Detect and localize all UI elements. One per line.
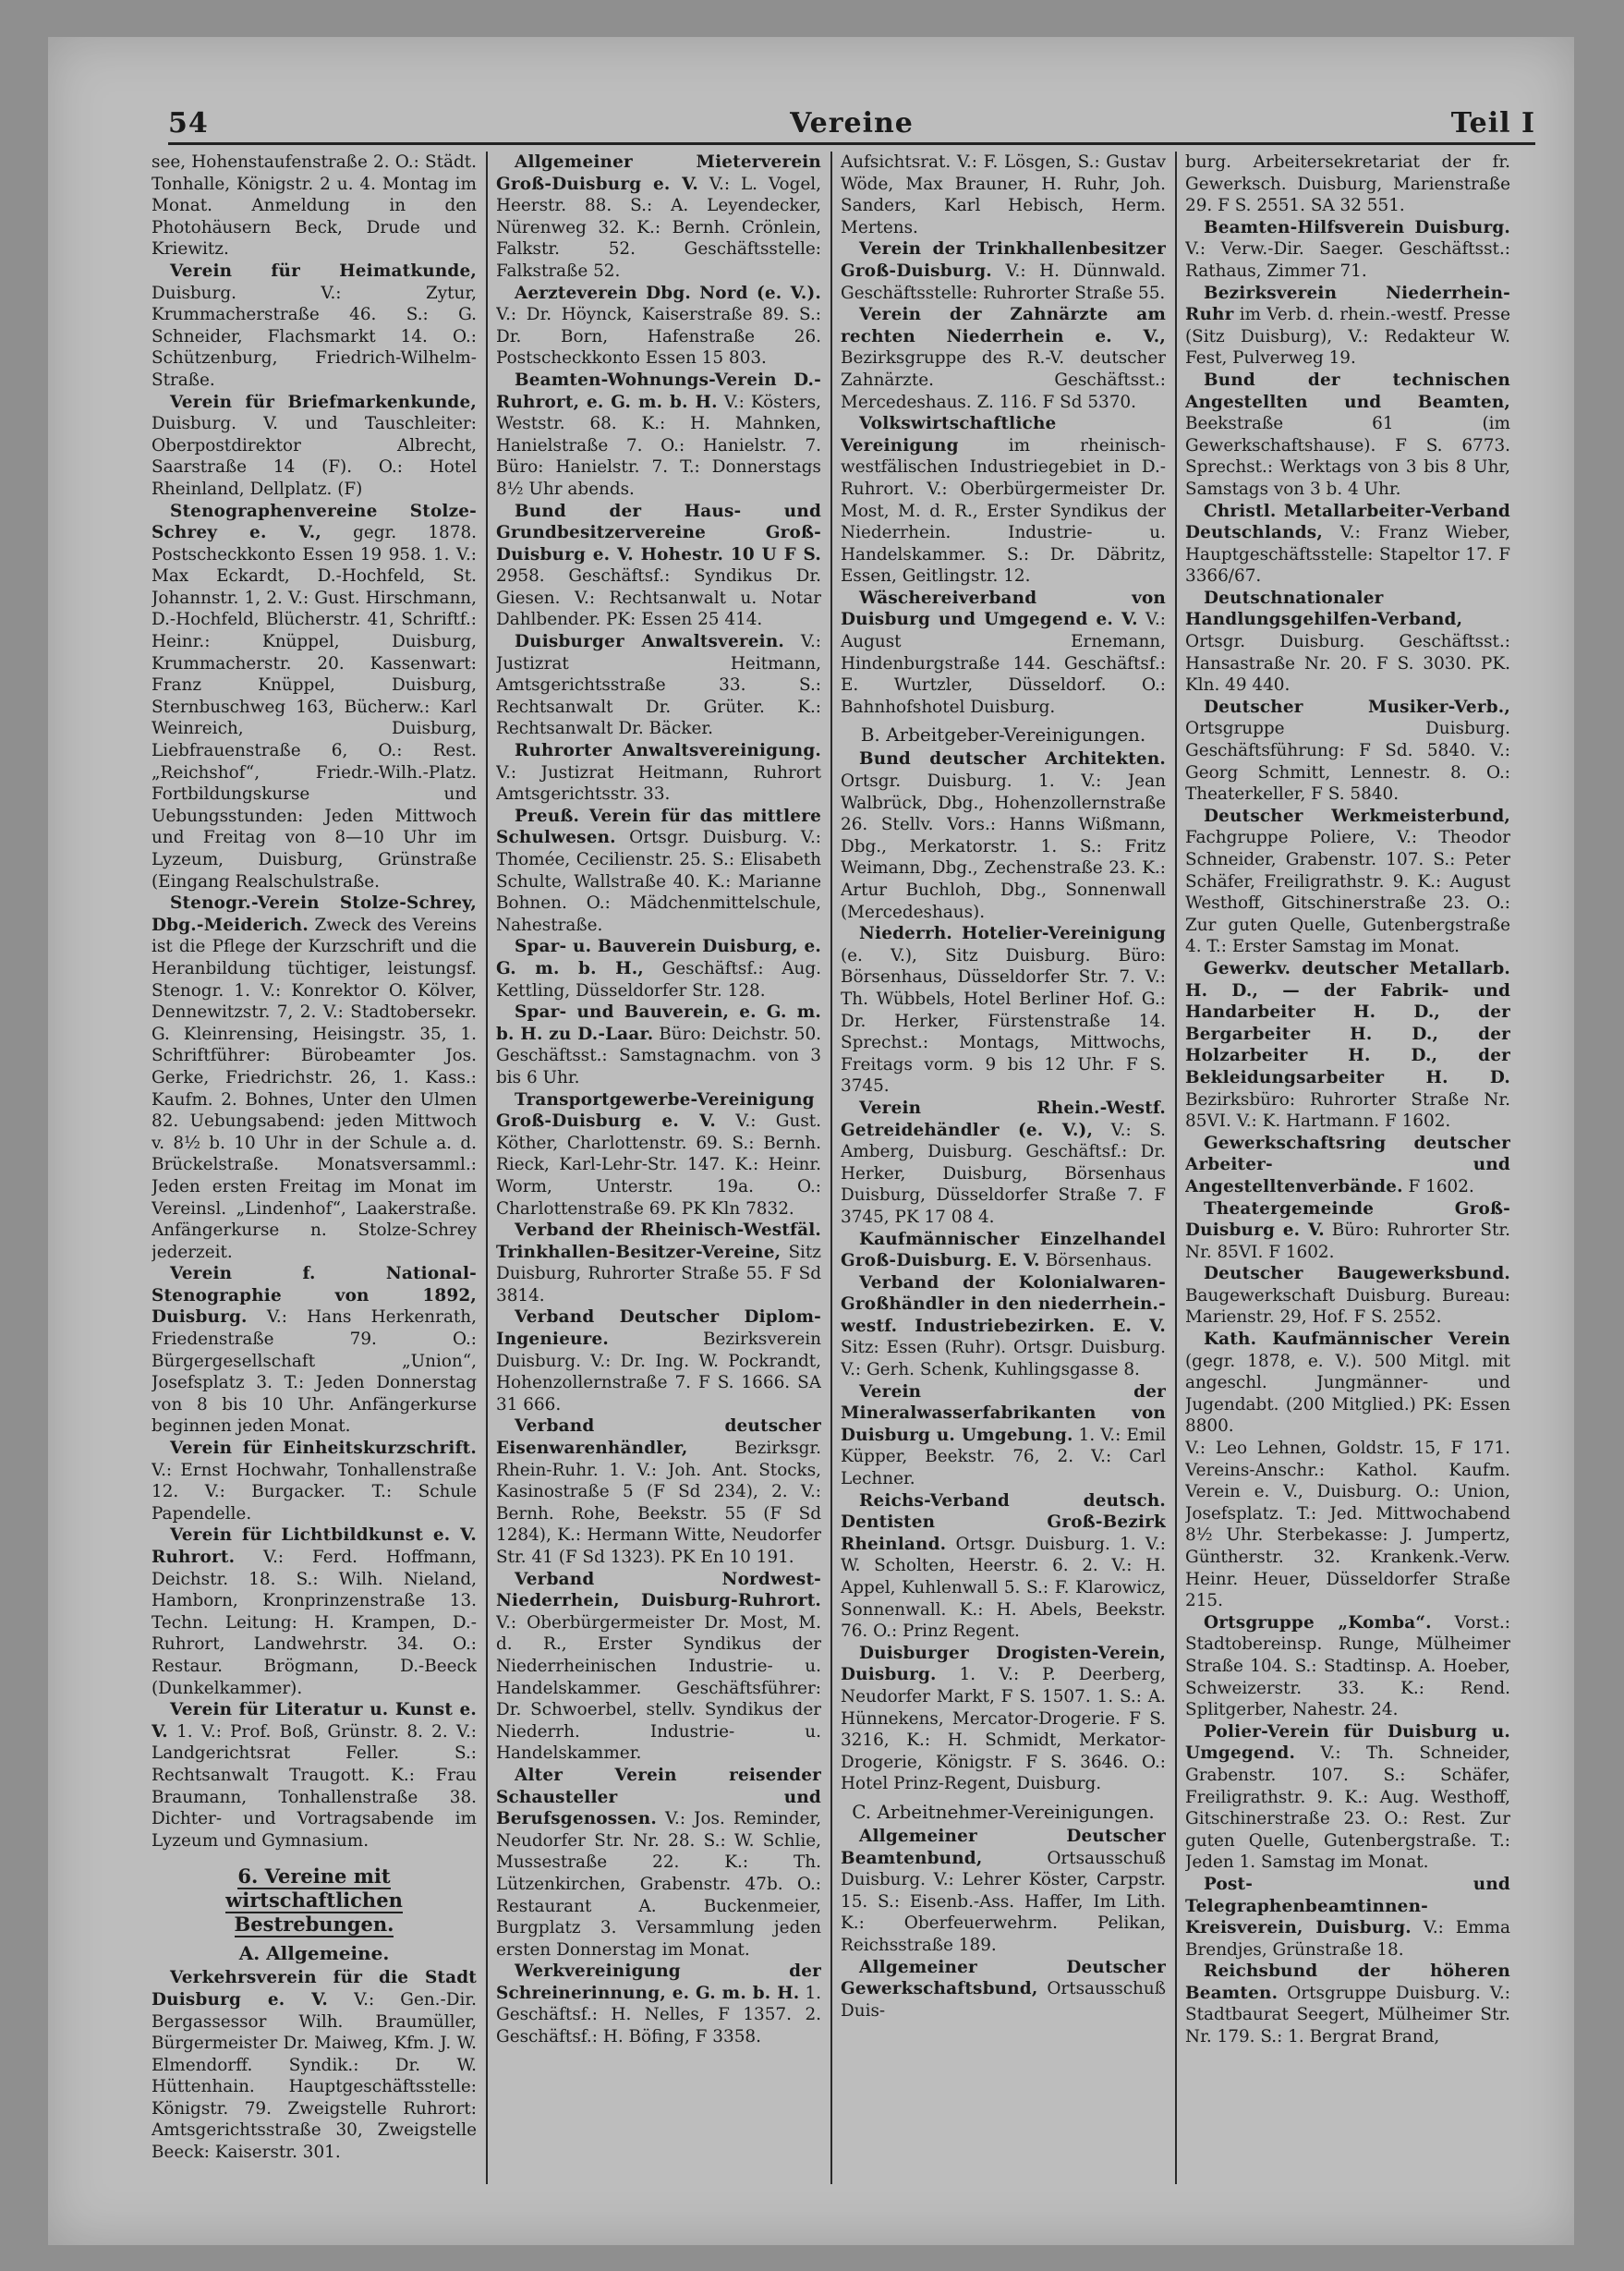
entry: Bund deutscher Architekten. Ortsgr. Duisburg. 1. V.: Jean Walbrück, Dbg., Hohenzollernstraße 26. Stellv. Vors.: Hanns Wißmann, Dbg., Merkatorstr. 1. S.: Fritz Weimann, Dbg., Zechenstraße 23. K.: Artur Buchloh, Dbg., Sonnenwall (Mercedeshaus). xyxy=(841,749,1166,922)
entry: Reichsbund der höheren Beamten. Ortsgruppe Duisburg. V.: Stadtbaurat Seegert, Mülheimer Str. Nr. 179. S.: 1. Bergrat Brand, xyxy=(1185,1961,1510,2047)
entry: Allgemeiner Deutscher Beamtenbund, Ortsausschuß Duisburg. V.: Lehrer Köster, Carpstr. 15. S.: Eisenb.-Ass. Haffer, Im Lith. K.: Oberfeuerwehrm. Pelikan, Reichsstraße 189. xyxy=(841,1826,1166,1955)
column-divider xyxy=(1175,152,1177,2184)
document-page xyxy=(48,37,1574,2245)
entry-continuation: Aufsichtsrat. V.: F. Lösgen, S.: Gustav Wöde, Max Brauner, H. Ruhr, Joh. Sanders, Karl Hebisch, Herm. Mertens. xyxy=(841,152,1166,237)
page-number: 54 xyxy=(168,107,209,140)
entry: Theatergemeinde Groß-Duisburg e. V. Büro: Ruhrorter Str. Nr. 85VI. F 1602. xyxy=(1185,1198,1510,1262)
entry: Deutscher Musiker-Verb., Ortsgruppe Duisburg. Geschäftsführung: F Sd. 5840. V.: Georg Schmitt, Lennestr. 8. O.: Theaterkeller, F S. 5840. xyxy=(1185,697,1510,805)
text-column-1 xyxy=(151,152,477,2193)
entry: Post- und Telegraphenbeamtinnen-Kreisverein, Duisburg. V.: Emma Brendjes, Grünstraße 18. xyxy=(1185,1874,1510,1960)
subsection-heading: B. Arbeitgeber-Vereinigungen. xyxy=(860,723,1146,747)
entry: Verband Nordwest-Niederrhein, Duisburg-Ruhrort. V.: Oberbürgermeister Dr. Most, M. d. R., Erster Syndikus der Niederrheinischen Industrie- u. Handelskammer. Geschäftsführer: Dr. Schwoerbel, stellv. Syndikus der Niederrh. Industrie- u. Handelskammer. xyxy=(496,1569,821,1764)
subsection-heading: C. Arbeitnehmer-Vereinigungen. xyxy=(852,1800,1155,1823)
entry: Reichs-Verband deutsch. Dentisten Groß-Bezirk Rheinland. Ortsgr. Duisburg. 1. V.: W. Scholten, Heerstr. 6. 2. V.: H. Appel, Kuhlenwall 5. S.: F. Klarowicz, Sonnenwall. K.: H. Abels, Beekstr. 76. O.: Prinz Regent. xyxy=(841,1490,1166,1642)
text-column-3 xyxy=(841,152,1166,2193)
entry: Verein für Heimatkunde, Duisburg. V.: Zytur, Krummacherstraße 46. S.: G. Schneider, Flachsmarkt 14. O.: Schützenburg, Friedrich-Wilhelm-Straße. xyxy=(151,261,477,390)
entry: Niederrh. Hotelier-Vereinigung (e. V.), Sitz Duisburg. Büro: Börsenhaus, Düsseldorfer Str. 7. V.: Th. Wübbels, Hotel Berliner Hof. G.: Dr. Herker, Fürstenstraße 14. Sprechst.: Montags, Mittwochs, Freitags vorm. 9 bis 12 Uhr. F S. 3745. xyxy=(841,924,1166,1097)
entry: Duisburger Anwaltsverein. V.: Justizrat Heitmann, Amtsgerichtsstraße 33. S.: Rechtsanwalt Dr. Grüter. K.: Rechtsanwalt Dr. Bäcker. xyxy=(496,632,821,739)
entry: Werkvereinigung der Schreinerinnung, e. G. m. b. H. 1. Geschäftsf.: H. Nelles, F 1357. 2. Geschäftsf.: H. Böfing, F 3358. xyxy=(496,1961,821,2047)
entry: Christl. Metallarbeiter-Verband Deutschlands, V.: Franz Wieber, Hauptgeschäftsstelle: Stapeltor 17. F 3366/67. xyxy=(1185,501,1510,587)
entry: Verein der Zahnärzte am rechten Niederrhein e. V., Bezirksgruppe des R.-V. deutscher Zahnärzte. Geschäftsst.: Mercedeshaus. Z. 116. F Sd 5370. xyxy=(841,305,1166,412)
entry: Verein Rhein.-Westf. Getreidehändler (e. V.), V.: S. Amberg, Duisburg. Geschäftsf.: Dr. Herker, Duisburg, Börsenhaus Duisburg, Düsseldorfer Straße 7. F 3745, PK 17 08 4. xyxy=(841,1098,1166,1227)
entry: Alter Verein reisender Schausteller und Berufsgenossen. V.: Jos. Reminder, Neudorfer Str. Nr. 28. S.: W. Schlie, Mussestraße 22. K.: Th. Lützenkirchen, Grabenstr. 47b. O.: Restaurant A. Buckenmeier, Burgplatz 3. Versammlung jeden ersten Donnerstag im Monat. xyxy=(496,1765,821,1960)
entry: Stenogr.-Verein Stolze-Schrey, Dbg.-Meiderich. Zweck des Vereins ist die Pflege der Kurzschrift und die Heranbildung tüchtiger, leistungsf. Stenogr. 1. V.: Konrektor O. Kölver, Dennewitzstr. 7, 2. V.: Stadtobersekr. G. Kleinrensing, Heisingstr. 35, 1. Schriftführer: Bürobeamter Jos. Gerke, Friedrichstr. 26, 1. Kass.: Kaufm. 2. Bohnes, Unter den Ulmen 82. Uebungsabend: jeden Mittwoch v. 8½ b. 10 Uhr in der Schule a. d. Brückelstraße. Monatsversamml.: Jeden ersten Freitag im Monat im Vereinsl. „Lindenhof“, Laakerstraße. Anfängerkurse n. Stolze-Schrey jederzeit. xyxy=(151,893,477,1262)
entry: Verband der Rheinisch-Westfäl. Trinkhallen-Besitzer-Vereine, Sitz Duisburg, Ruhrorter Straße 55. F Sd 3814. xyxy=(496,1221,821,1306)
entry: Gewerkv. deutscher Metallarb. H. D., — der Fabrik- und Handarbeiter H. D., der Bergarbeiter H. D., der Holzarbeiter H. D., der Bekleidungsarbeiter H. D. Bezirksbüro: Ruhrorter Straße Nr. 85VI. V.: K. Hartmann. F 1602. xyxy=(1185,958,1510,1132)
entry: Verband der Kolonialwaren-Großhändler in den niederrhein.-westf. Industriebezirken. E. V. Sitz: Essen (Ruhr). Ortsgr. Duisburg. V.: Gerh. Schenk, Kuhlingsgasse 8. xyxy=(841,1272,1166,1380)
entry: Kaufmännischer Einzelhandel Groß-Duisburg. E. V. Börsenhaus. xyxy=(841,1229,1166,1271)
entry: Verein der Mineralwasserfabrikanten von Duisburg u. Umgebung. 1. V.: Emil Küpper, Beekstr. 76, 2. V.: Carl Lechner. xyxy=(841,1381,1166,1489)
entry: Aerzteverein Dbg. Nord (e. V.). V.: Dr. Höynck, Kaiserstraße 89. S.: Dr. Born, Hafenstraße 26. Postscheckkonto Essen 15 803. xyxy=(496,283,821,369)
entry: Gewerkschaftsring deutscher Arbeiter- und Angestelltenverbände. F 1602. xyxy=(1185,1133,1510,1196)
entry: Polier-Verein für Duisburg u. Umgegend. V.: Th. Schneider, Grabenstr. 107. S.: Schäfer, Freiligrathstr. 9. K.: Aug. Westhoff, Gitschinerstraße 23. O.: Rest. Zur guten Quelle, Gutenbergstraße. T.: Jeden 1. Samstag im Monat. xyxy=(1185,1721,1510,1873)
entry: Bezirksverein Niederrhein-Ruhr im Verb. d. rhein.-westf. Presse (Sitz Duisburg), V.: Redakteur W. Fest, Pulverweg 19. xyxy=(1185,283,1510,369)
entry: Verband Deutscher Diplom-Ingenieure. Bezirksverein Duisburg. V.: Dr. Ing. W. Pockrandt, Hohenzollernstraße 7. F S. 1666. SA 31 666. xyxy=(496,1307,821,1415)
entry: Stenographenvereine Stolze-Schrey e. V., gegr. 1878. Postscheckkonto Essen 19 958. 1. V.: Max Eckardt, D.-Hochfeld, St. Johannstr. 1, 2. V.: Gust. Hirschmann, D.-Hochfeld, Blücherstr. 41, Schriftf.: Heinr.: Knüppel, Duisburg, Krummacherstr. 20. Kassenwart: Franz Knüppel, Duisburg, Sternbuschweg 163, Bücherw.: Karl Weinreich, Duisburg, Liebfrauenstraße 6, O.: Rest. „Reichshof“, Friedr.-Wilh.-Platz. Fortbildungskurse und Uebungsstunden: Jeden Mittwoch und Freitag von 8—10 Uhr im Lyzeum, Duisburg, Grünstraße (Eingang Realschulstraße. xyxy=(151,501,477,892)
entry: Beamten-Hilfsverein Duisburg. V.: Verw.-Dir. Saeger. Geschäftsst.: Rathaus, Zimmer 71. xyxy=(1185,217,1510,281)
entry: Kath. Kaufmännischer Verein (gegr. 1878, e. V.). 500 Mitgl. mit angeschl. Jungmänner- und Jugendabt. (200 Mitglied.) PK: Essen 8800. xyxy=(1185,1330,1510,1437)
entry: Ruhrorter Anwaltsvereinigung. V.: Justizrat Heitmann, Ruhrort Amtsgerichtsstr. 33. xyxy=(496,741,821,805)
subsection-heading: A. Allgemeine. xyxy=(238,1942,390,1965)
entry: Bund der Haus- und Grundbesitzervereine Groß-Duisburg e. V. Hohestr. 10 U F S. 2958. Geschäftsf.: Syndikus Dr. Giesen. V.: Rechtsanwalt u. Notar Dahlbender. PK: Essen 25 414. xyxy=(496,501,821,630)
entry: Allgemeiner Mieterverein Groß-Duisburg e. V. V.: L. Vogel, Heerstr. 88. S.: A. Leyendecker, Nürenweg 32. K.: Bernh. Crönlein, Falkstr. 52. Geschäftsstelle: Falkstraße 52. xyxy=(496,152,821,281)
page-header xyxy=(168,102,1535,145)
entry-continuation: V.: Leo Lehnen, Goldstr. 15, F 171. Vereins-Anschr.: Kathol. Kaufm. Verein e. V., Duisburg. O.: Union, Josefsplatz. T.: Jed. Mittwochabend 8½ Uhr. Sterbekasse: J. Jumpertz, Güntherstr. 32. Krankenk.-Verw. Heinr. Heuer, Düsseldorfer Straße 215. xyxy=(1185,1439,1510,1611)
text-column-2 xyxy=(496,152,821,2193)
entry: Spar- u. Bauverein Duisburg, e. G. m. b. H., Geschäftsf.: Aug. Kettling, Düsseldorfer Str. 128. xyxy=(496,937,821,1001)
column-divider xyxy=(830,152,832,2184)
entry: Beamten-Wohnungs-Verein D.-Ruhrort, e. G. m. b. H. V.: Kösters, Weststr. 68. K.: H. Mahnken, Hanielstraße 7. O.: Hanielstr. 7. Büro: Hanielstr. 7. T.: Donnerstags 8½ Uhr abends. xyxy=(496,370,821,499)
running-title: Vereine xyxy=(790,107,914,140)
entry: Volkswirtschaftliche Vereinigung im rheinisch-westfälischen Industriegebiet in D.-Ruhrort. V.: Oberbürgermeister Dr. Most, M. d. R., Erster Syndikus der Niederrhein. Industrie- u. Handelskammer. S.: Dr. Däbritz, Essen, Geitlingstr. 12. xyxy=(841,414,1166,587)
text-column-4 xyxy=(1185,152,1510,2193)
entry: Verkehrsverein für die Stadt Duisburg e. V. V.: Gen.-Dir. Bergassessor Wilh. Braumüller, Bürgermeister Dr. Maiweg, Kfm. J. W. Elmendorff. Syndik.: Dr. W. Hüttenhain. Hauptgeschäftsstelle: Königstr. 79. Zweigstelle Ruhrort: Amtsgerichtsstraße 30, Zweigstelle Beeck: Kaiserstr. 301. xyxy=(151,1968,477,2163)
entry-continuation: see, Hohenstaufenstraße 2. O.: Städt. Tonhalle, Königstr. 2 u. 4. Montag im Monat. Anmeldung in den Photohäusern Beck, Drude und Kriewitz. xyxy=(151,152,477,260)
entry: Verein der Trinkhallenbesitzer Groß-Duisburg. V.: H. Dünnwald. Geschäftsstelle: Ruhrorter Straße 55. xyxy=(841,239,1166,303)
part-label: Teil I xyxy=(1450,107,1535,140)
entry: Bund der technischen Angestellten und Beamten, Beekstraße 61 (im Gewerkschaftshause). F S. 6773. Sprechst.: Werktags von 3 bis 8 Uhr, Samstags von 3 b. 4 Uhr. xyxy=(1185,370,1510,499)
entry: Verein f. National-Stenographie von 1892, Duisburg. V.: Hans Herkenrath, Friedenstraße 79. O.: Bürgergesellschaft „Union“, Josefsplatz 3. T.: Jeden Donnerstag von 8 bis 10 Uhr. Anfängerkurse beginnen jeden Monat. xyxy=(151,1264,477,1437)
entry: Verein für Einheitskurzschrift. V.: Ernst Hochwahr, Tonhallenstraße 12. V.: Burgacker. T.: Schule Papendelle. xyxy=(151,1439,477,1524)
entry: Preuß. Verein für das mittlere Schulwesen. Ortsgr. Duisburg. V.: Thomée, Cecilienstr. 25. S.: Elisabeth Schulte, Wallstraße 40. K.: Marianne Bohnen. O.: Mädchenmittelschule, Nahestraße. xyxy=(496,806,821,935)
section-heading: 6. Vereine mit wirtschaftlichen Bestrebungen. xyxy=(225,1864,403,1937)
entry: Deutschnationaler Handlungsgehilfen-Verband, Ortsgr. Duisburg. Geschäftsst.: Hansastraße Nr. 20. F S. 3030. PK. Kln. 49 440. xyxy=(1185,588,1510,696)
entry: Wäschereiverband von Duisburg und Umgegend e. V. V.: August Ernemann, Hindenburgstraße 144. Geschäftsf.: E. Wurtzler, Düsseldorf. O.: Bahnhofshotel Duisburg. xyxy=(841,588,1166,717)
entry: Deutscher Baugewerksbund. Baugewerkschaft Duisburg. Bureau: Marienstr. 29, Hof. F S. 2552. xyxy=(1185,1264,1510,1328)
column-divider xyxy=(486,152,488,2184)
entry: Spar- und Bauverein, e. G. m. b. H. zu D.-Laar. Büro: Deichstr. 50. Geschäftsst.: Samstagnachm. von 3 bis 6 Uhr. xyxy=(496,1002,821,1087)
entry: Deutscher Werkmeisterbund, Fachgruppe Poliere, V.: Theodor Schneider, Grabenstr. 107. S.: Peter Schäfer, Freiligrathstr. 9. K.: August Westhoff, Gitschinerstraße 23. O.: Zur guten Quelle, Gutenbergstraße 4. T.: Erster Samstag im Monat. xyxy=(1185,806,1510,957)
entry: Verein für Literatur u. Kunst e. V. 1. V.: Prof. Boß, Grünstr. 8. 2. V.: Landgerichtsrat Feller. S.: Rechtsanwalt Traugott. K.: Frau Braumann, Tonhallenstraße 38. Dichter- und Vortragsabende im Lyzeum und Gymnasium. xyxy=(151,1700,477,1851)
entry-continuation: burg. Arbeitersekretariat der fr. Gewerksch. Duisburg, Marienstraße 29. F S. 2551. SA 32 551. xyxy=(1185,152,1510,216)
entry: Verein für Lichtbildkunst e. V. Ruhrort. V.: Ferd. Hoffmann, Deichstr. 18. S.: Wilh. Nieland, Hamborn, Kronprinzenstraße 13. Techn. Leitung: H. Krampen, D.-Ruhrort, Landwehrstr. 34. O.: Restaur. Brögmann, D.-Beeck (Dunkelkammer). xyxy=(151,1525,477,1698)
entry: Duisburger Drogisten-Verein, Duisburg. 1. V.: P. Deerberg, Neudorfer Markt, F S. 1507. 1. S.: A. Hünnekens, Mercator-Drogerie. F S. 3216, K.: H. Schmidt, Merkator-Drogerie, Königstr. F S. 3646. O.: Hotel Prinz-Regent, Duisburg. xyxy=(841,1643,1166,1794)
entry: Allgemeiner Deutscher Gewerkschaftsbund, Ortsausschuß Duis- xyxy=(841,1957,1166,2021)
entry: Ortsgruppe „Komba“. Vorst.: Stadtobereinsp. Runge, Mülheimer Straße 104. S.: Stadtinsp. A. Hoeber, Schweizerstr. 33. K.: Rend. Splitgerber, Nahestr. 24. xyxy=(1185,1612,1510,1720)
entry: Verband deutscher Eisenwarenhändler, Bezirksgr. Rhein-Ruhr. 1. V.: Joh. Ant. Stocks, Kasinostraße 5 (F Sd 234), 2. V.: Bernh. Rohe, Beekstr. 55 (F Sd 1284), K.: Hermann Witte, Neudorfer Str. 41 (F Sd 1323). PK En 10 191. xyxy=(496,1416,821,1567)
entry: Verein für Briefmarkenkunde, Duisburg. V. und Tauschleiter: Oberpostdirektor Albrecht, Saarstraße 14 (F). O.: Hotel Rheinland, Dellplatz. (F) xyxy=(151,392,477,499)
entry: Transportgewerbe-Vereinigung Groß-Duisburg e. V. V.: Gust. Köther, Charlottenstr. 69. S.: Bernh. Rieck, Karl-Lehr-Str. 147. K.: Heinr. Worm, Unterstr. 19a. O.: Charlottenstraße 69. PK Kln 7832. xyxy=(496,1089,821,1219)
